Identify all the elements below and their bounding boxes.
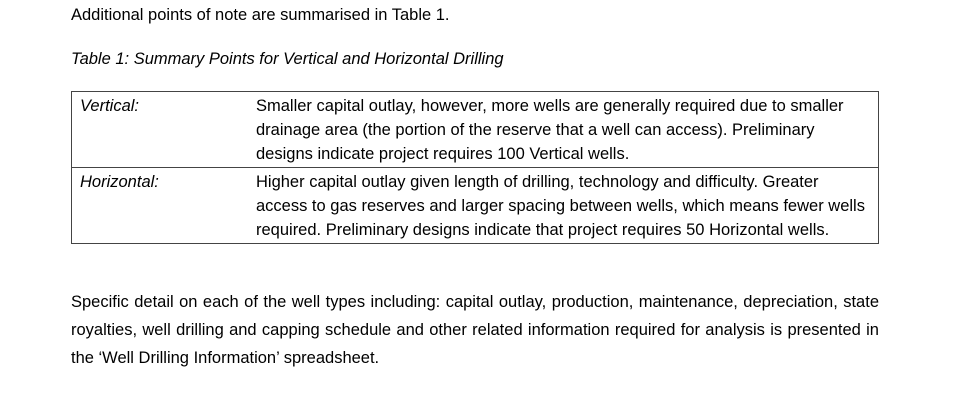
table-caption: Table 1: Summary Points for Vertical and Horizontal Drilling <box>71 50 504 68</box>
intro-paragraph: Additional points of note are summarised in Table 1. <box>71 6 450 24</box>
table-row-vertical <box>72 92 879 168</box>
row-label: Horizontal: <box>72 168 249 244</box>
row-label: Vertical: <box>80 97 139 115</box>
row-description: Higher capital outlay given length of drilling, technology and difficulty. Greater access to gas reserves and larger spacing between wells, which means fewer wells required. Preliminary designs indicate that project requires 50 Horizontal wells. <box>248 168 879 244</box>
closing-paragraph: Specific detail on each of the well types including: capital outlay, production, maintenance, depreciation, state royalties, well drilling and capping schedule and other related information required for analysis is presented in the ‘Well Drilling Information’ spreadsheet. <box>71 293 879 367</box>
table-row-horizontal <box>72 168 879 244</box>
row-description: Smaller capital outlay, however, more wells are generally required due to smaller drainage area (the portion of the reserve that a well can access). Preliminary designs indicate project requires 100 Vertical wells. <box>256 97 844 163</box>
summary-table <box>71 91 879 244</box>
